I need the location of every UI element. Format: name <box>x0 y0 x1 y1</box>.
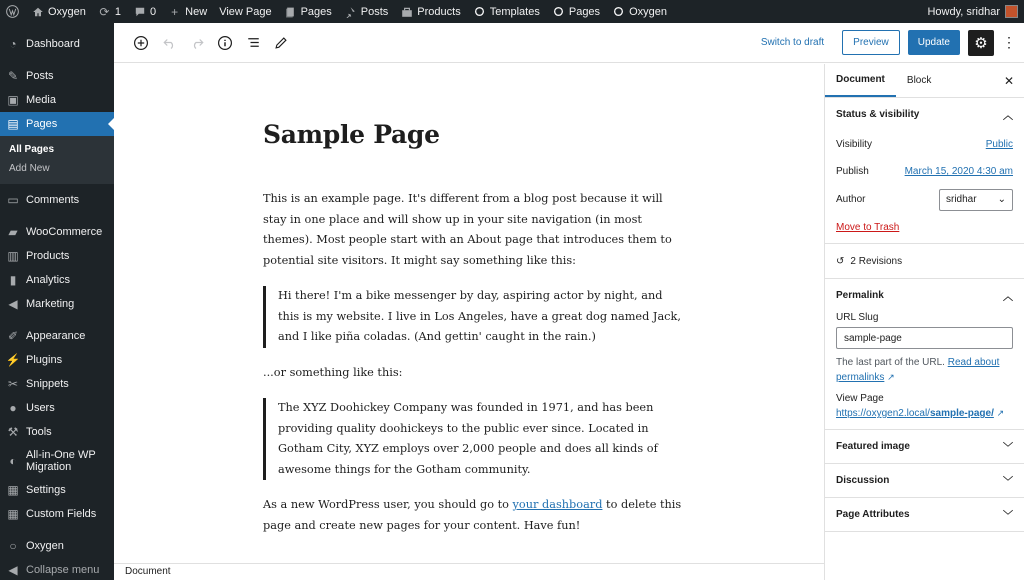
sidebar-label: Tools <box>26 426 52 438</box>
posts-label: Posts <box>360 5 389 18</box>
preview-button[interactable]: Preview <box>842 30 900 55</box>
close-icon: ✕ <box>1003 73 1014 88</box>
sidebar-item-snippets[interactable] <box>0 372 114 396</box>
sidebar-label: Plugins <box>26 354 63 366</box>
templates-label: Templates <box>489 5 540 18</box>
products-label: Products <box>417 5 461 18</box>
oxygen-icon <box>552 5 565 18</box>
pencil-icon <box>274 36 288 50</box>
comments-count: 0 <box>150 5 157 18</box>
sidebar-label: Media <box>26 94 56 106</box>
dashboard-icon: ◔ <box>9 37 17 51</box>
view-page-url-link[interactable] <box>836 408 994 419</box>
publish-row <box>825 158 1024 185</box>
redo-button[interactable] <box>184 30 210 56</box>
post-content <box>263 64 683 536</box>
table-icon: ▦ <box>7 507 19 521</box>
pin-icon <box>344 5 357 18</box>
panel-title: Discussion <box>836 475 890 486</box>
sidebar-label: Collapse menu <box>26 564 100 576</box>
comment-icon <box>133 5 146 18</box>
oxygen-label: Oxygen <box>629 5 667 18</box>
howdy-text: Howdy, sridhar <box>927 5 1000 18</box>
author-select[interactable] <box>939 189 1013 211</box>
oxygen-icon <box>612 5 625 18</box>
visibility-label: Visibility <box>836 139 872 150</box>
woocommerce-icon: ▰ <box>8 225 18 239</box>
quote-block[interactable] <box>263 398 683 480</box>
refresh-icon: ⟳ <box>99 4 110 19</box>
permalink-panel <box>825 279 1024 430</box>
author-value: sridhar <box>946 194 977 205</box>
chevron-up-icon: ︿ <box>1003 292 1013 303</box>
view-page-label: View Page <box>219 5 272 18</box>
plus-circle-icon <box>133 35 149 51</box>
redo-icon <box>190 35 205 50</box>
oxygen-icon <box>473 5 486 18</box>
list-icon <box>246 35 261 50</box>
sidebar-label: Custom Fields <box>26 508 97 520</box>
permalink-toggle[interactable] <box>825 279 1024 312</box>
admin-sidebar <box>0 23 114 580</box>
comments-link[interactable] <box>127 0 162 23</box>
chevron-down-icon: ⌄ <box>997 194 1006 205</box>
panel-title: Status & visibility <box>836 109 920 120</box>
new-label: New <box>185 5 208 18</box>
sidebar-label: Dashboard <box>26 38 80 50</box>
quote-text[interactable]: The XYZ Doohickey Company was founded in 1971, and has been providing quality doohickeys to the public ever since. Located in Gotham City, XYZ employs over 2,000 people and does all kinds of awesome things for the Gotham community. <box>278 401 658 476</box>
block-breadcrumb <box>114 563 824 580</box>
page-attributes-toggle[interactable] <box>825 498 1024 531</box>
home-icon <box>31 5 44 18</box>
paragraph-block[interactable] <box>263 495 683 536</box>
sidebar-label: Comments <box>26 194 80 206</box>
editor-toolbar <box>114 23 1024 63</box>
chevron-down-icon: ﹀ <box>1003 477 1013 488</box>
wordpress-icon <box>6 5 19 18</box>
switch-to-draft-button[interactable]: Switch to draft <box>760 37 825 48</box>
discussion-toggle[interactable] <box>825 464 1024 497</box>
sidebar-label: Analytics <box>26 274 71 286</box>
scissors-icon: ✂ <box>7 377 19 391</box>
account-menu[interactable] <box>927 5 1024 18</box>
discussion-panel <box>825 464 1024 498</box>
wp-logo-button[interactable] <box>0 0 25 23</box>
undo-icon <box>162 35 177 50</box>
migration-icon: ◐ <box>9 454 17 468</box>
plugin-icon: ⚡ <box>5 353 21 367</box>
sidebar-tabs <box>825 64 1024 98</box>
read-about-permalinks-link[interactable]: Read about permalinks <box>836 357 1000 383</box>
move-to-trash-link[interactable]: Move to Trash <box>836 222 900 233</box>
sidebar-label: Users <box>26 402 55 414</box>
status-visibility-toggle[interactable] <box>825 98 1024 131</box>
sidebar-label: Settings <box>26 484 66 496</box>
user-icon: ● <box>9 401 17 415</box>
page-attributes-panel <box>825 498 1024 532</box>
paragraph-block[interactable]: This is an example page. It's different from a blog post because it will stay in one place and will show up in your site navigation (in most themes). Most people start with an About page that introduces them to potential site visitors. It might say something like this: <box>263 192 672 267</box>
info-icon <box>217 35 233 51</box>
panel-title: Permalink <box>836 290 884 301</box>
sidebar-item-pages[interactable] <box>0 112 114 136</box>
sidebar-item-analytics[interactable] <box>0 268 114 292</box>
archive-icon: ▥ <box>7 249 19 263</box>
add-block-button[interactable] <box>128 30 154 56</box>
sidebar-label: Marketing <box>26 298 75 310</box>
settings-icon: ▦ <box>7 483 19 497</box>
sidebar-item-woocommerce[interactable] <box>0 220 114 244</box>
sidebar-item-users[interactable] <box>0 396 114 420</box>
media-icon: ▣ <box>7 93 19 107</box>
pages-label: Pages <box>300 5 332 18</box>
updates-link[interactable] <box>92 0 127 23</box>
view-page-url-row <box>836 408 1013 419</box>
archive-icon <box>400 5 413 18</box>
sidebar-label: Appearance <box>26 330 86 342</box>
url-slug-bold: sample-page/ <box>929 408 994 419</box>
comment-icon: ▭ <box>7 193 19 207</box>
pages-submenu <box>0 136 114 184</box>
submenu-all-pages[interactable]: All Pages <box>9 144 55 155</box>
oxygen-link[interactable] <box>606 0 673 23</box>
chevron-down-icon: ﹀ <box>1003 443 1013 454</box>
sidebar-item-tools[interactable] <box>0 420 114 444</box>
sidebar-item-marketing[interactable] <box>0 292 114 316</box>
pages-icon: ▤ <box>7 117 19 131</box>
publish-label: Publish <box>836 166 869 177</box>
posts-link[interactable] <box>338 0 395 23</box>
sidebar-label: All-in-One WP <box>26 449 96 461</box>
post-title[interactable]: Sample Page <box>263 120 440 149</box>
info-button[interactable] <box>212 30 238 56</box>
new-content-link[interactable] <box>162 0 213 23</box>
sidebar-item-dashboard[interactable] <box>0 32 114 56</box>
help-text: The last part of the URL. <box>836 357 948 368</box>
panel-title: Featured image <box>836 441 910 452</box>
megaphone-icon: ◀ <box>8 297 18 311</box>
site-name: Oxygen <box>48 5 86 18</box>
paragraph-block[interactable]: ...or something like this: <box>263 365 403 379</box>
pages-icon <box>284 5 297 18</box>
quote-block[interactable] <box>263 286 683 348</box>
dashboard-link[interactable]: your dashboard <box>512 498 603 511</box>
sidebar-item-plugins[interactable] <box>0 348 114 372</box>
revisions-link[interactable] <box>825 244 1024 278</box>
url-prefix: https://oxygen2.local/ <box>836 408 930 419</box>
wrench-icon: ⚒ <box>7 425 19 439</box>
undo-button[interactable] <box>156 30 182 56</box>
paragraph-text: As a new WordPress user, you should go to <box>263 498 513 511</box>
oxy-pages-link[interactable] <box>546 0 606 23</box>
block-navigation-button[interactable] <box>240 30 266 56</box>
url-slug-input[interactable]: sample-page <box>836 327 1013 349</box>
collapse-menu-button[interactable] <box>0 558 114 580</box>
settings-sidebar <box>824 64 1024 580</box>
collapse-icon: ◀ <box>8 563 18 577</box>
pages-link[interactable] <box>278 0 338 23</box>
sidebar-item-products[interactable] <box>0 244 114 268</box>
visibility-toggle[interactable]: Public <box>985 139 1013 150</box>
sidebar-label-line2: Migration <box>26 461 72 473</box>
sidebar-item-comments[interactable] <box>0 188 114 212</box>
updates-count: 1 <box>114 5 122 18</box>
revisions-label: 2 Revisions <box>850 255 903 267</box>
templates-link[interactable] <box>467 0 546 23</box>
avatar <box>1005 5 1018 18</box>
chevron-up-icon: ︿ <box>1003 111 1013 122</box>
editor-canvas <box>114 64 824 564</box>
tab-block[interactable]: Block <box>906 75 932 86</box>
author-label: Author <box>836 194 866 205</box>
update-button[interactable]: Update <box>908 30 960 55</box>
sidebar-label: Posts <box>26 70 54 82</box>
external-link-icon: ↗ <box>887 372 895 382</box>
oxygen-icon: ○ <box>9 539 17 553</box>
featured-image-panel <box>825 430 1024 464</box>
view-page-link[interactable] <box>213 0 277 23</box>
sidebar-item-migration[interactable] <box>0 444 114 478</box>
tab-document[interactable]: Document <box>825 64 896 97</box>
visibility-row <box>825 131 1024 158</box>
products-link[interactable] <box>394 0 466 23</box>
submenu-add-new[interactable]: Add New <box>9 163 50 174</box>
close-sidebar-button[interactable] <box>1004 64 1024 97</box>
history-icon: ↺ <box>836 255 845 267</box>
sidebar-label: WooCommerce <box>26 226 103 238</box>
breadcrumb-document[interactable]: Document <box>125 566 171 577</box>
sidebar-item-custom-fields[interactable] <box>0 502 114 526</box>
quote-text[interactable]: Hi there! I'm a bike messenger by day, aspiring actor by night, and this is my website. I live in Los Angeles, have a great dog named Jack, and I like piña coladas. (And gettin' caught in the rain.) <box>278 289 681 343</box>
plus-icon: + <box>171 4 179 19</box>
sidebar-item-media[interactable] <box>0 88 114 112</box>
edit-mode-button[interactable] <box>268 30 294 56</box>
publish-date-toggle[interactable]: March 15, 2020 4:30 am <box>904 166 1013 177</box>
gear-icon: ⚙ <box>974 34 988 52</box>
sidebar-item-settings[interactable] <box>0 478 114 502</box>
view-page-label: View Page <box>836 393 884 404</box>
site-name-link[interactable] <box>25 0 92 23</box>
chevron-down-icon: ﹀ <box>1003 511 1013 522</box>
settings-button[interactable] <box>968 30 994 56</box>
sidebar-label: Products <box>26 250 70 262</box>
sidebar-item-posts[interactable] <box>0 64 114 88</box>
permalink-help <box>836 356 1013 385</box>
status-visibility-panel <box>825 98 1024 244</box>
sidebar-label: Pages <box>26 118 58 130</box>
pin-icon: ✎ <box>7 69 19 83</box>
panel-title: Page Attributes <box>836 509 910 520</box>
more-menu-button[interactable] <box>1002 34 1016 51</box>
oxy-pages-label: Pages <box>568 5 601 18</box>
featured-image-toggle[interactable] <box>825 430 1024 463</box>
paragraph-text: to delete this page and create new pages for your content. Have fun! <box>263 498 682 532</box>
chart-bar-icon: ▮ <box>9 273 17 287</box>
more-vertical-icon: ⋮ <box>1002 34 1016 50</box>
url-slug-label: URL Slug <box>836 312 879 323</box>
sidebar-item-appearance[interactable] <box>0 324 114 348</box>
permalink-body <box>825 312 1024 429</box>
admin-bar <box>0 0 1024 23</box>
sidebar-item-oxygen[interactable] <box>0 534 114 558</box>
sidebar-label: Oxygen <box>26 540 64 552</box>
sidebar-label: Snippets <box>26 378 69 390</box>
brush-icon: ✐ <box>7 329 19 343</box>
revisions-panel <box>825 244 1024 279</box>
author-row <box>825 185 1024 214</box>
external-link-icon: ↗ <box>996 408 1005 418</box>
